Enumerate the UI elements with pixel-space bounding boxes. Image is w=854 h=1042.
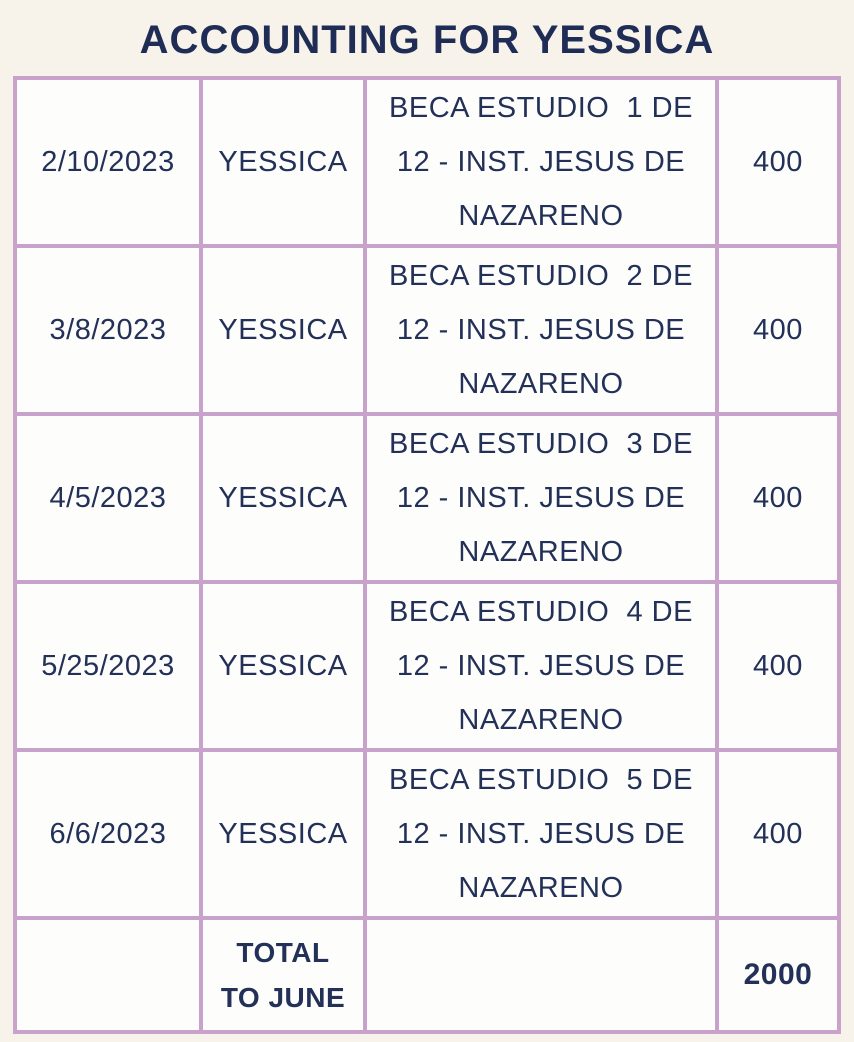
- date-cell: 2/10/2023: [15, 78, 201, 246]
- payee-cell: YESSICA: [201, 246, 365, 414]
- amount-cell: 400: [717, 78, 839, 246]
- description-cell: [365, 414, 717, 582]
- total-amount: 2000: [743, 958, 813, 991]
- total-label-cell: [201, 918, 365, 1032]
- amount-cell: 400: [717, 414, 839, 582]
- description-line: 12 - INST. JESUS DE: [396, 482, 686, 514]
- description-line: BECA ESTUDIO 1 DE: [389, 92, 693, 124]
- description-line: 12 - INST. JESUS DE: [396, 650, 686, 682]
- date-cell: 4/5/2023: [15, 414, 201, 582]
- date-cell: 5/25/2023: [15, 582, 201, 750]
- description-line: BECA ESTUDIO 2 DE: [389, 260, 693, 292]
- description-cell: [365, 78, 717, 246]
- description-line: NAZARENO: [458, 200, 624, 232]
- date-cell: 3/8/2023: [15, 246, 201, 414]
- amount-cell: 400: [717, 582, 839, 750]
- description-line: 12 - INST. JESUS DE: [396, 146, 686, 178]
- table-row: [15, 78, 839, 246]
- date-cell: 6/6/2023: [15, 750, 201, 918]
- total-label-line: TO JUNE: [220, 982, 346, 1013]
- table-row: [15, 750, 839, 918]
- description-line: BECA ESTUDIO 3 DE: [389, 428, 693, 460]
- total-amount-cell: [717, 918, 839, 1032]
- description-line: NAZARENO: [458, 704, 624, 736]
- page-title: ACCOUNTING FOR YESSICA: [139, 18, 715, 62]
- empty-cell: [15, 918, 201, 1032]
- total-row: [15, 918, 839, 1032]
- description-cell: [365, 582, 717, 750]
- total-label-line: TOTAL: [236, 937, 330, 968]
- payee-cell: YESSICA: [201, 582, 365, 750]
- empty-cell: [365, 918, 717, 1032]
- description-line: 12 - INST. JESUS DE: [396, 314, 686, 346]
- description-line: NAZARENO: [458, 872, 624, 904]
- description-line: BECA ESTUDIO 5 DE: [389, 764, 693, 796]
- table-row: [15, 582, 839, 750]
- payee-cell: YESSICA: [201, 750, 365, 918]
- description-cell: [365, 246, 717, 414]
- description-line: BECA ESTUDIO 4 DE: [389, 596, 693, 628]
- description-line: 12 - INST. JESUS DE: [396, 818, 686, 850]
- table-row: [15, 414, 839, 582]
- payee-cell: YESSICA: [201, 78, 365, 246]
- amount-cell: 400: [717, 750, 839, 918]
- table-row: [15, 246, 839, 414]
- description-cell: [365, 750, 717, 918]
- payee-cell: YESSICA: [201, 414, 365, 582]
- amount-cell: 400: [717, 246, 839, 414]
- description-line: NAZARENO: [458, 536, 624, 568]
- description-line: NAZARENO: [458, 368, 624, 400]
- accounting-table: [13, 76, 841, 1034]
